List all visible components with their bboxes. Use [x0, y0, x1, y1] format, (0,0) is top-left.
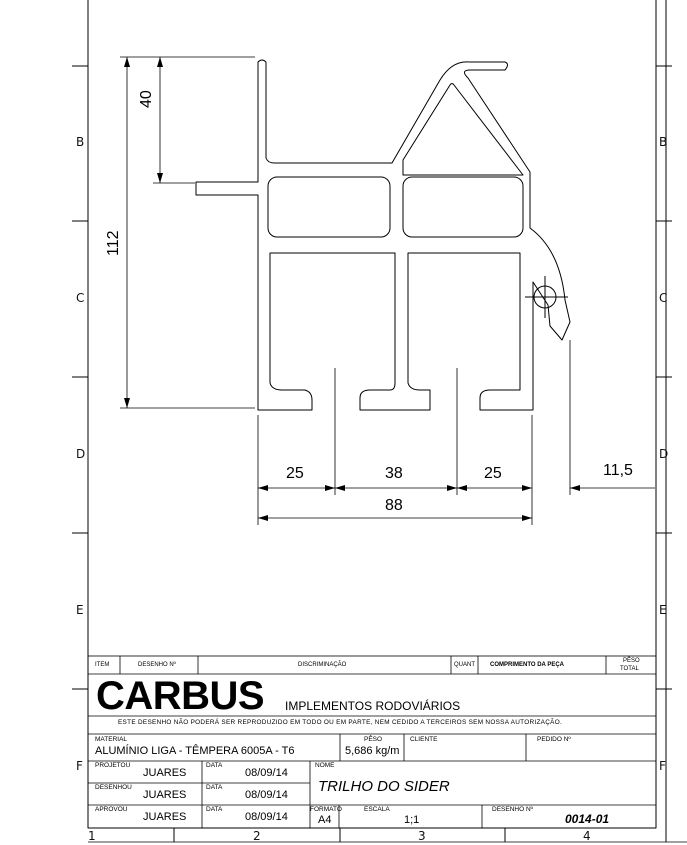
- zone-label-left: D: [76, 447, 86, 461]
- cliente-label: CLIENTE: [410, 736, 438, 743]
- zone-col-label: 1: [88, 829, 96, 843]
- drawing-number: 0014-01: [565, 812, 610, 826]
- header-comprimento: COMPRIMENTO DA PEÇA: [490, 662, 565, 668]
- reproduction-warning: ESTE DESENHO NÃO PODERÁ SER REPRODUZIDO EM TODO OU EM PARTE, NEM CEDIDO A TERCEIROS SEM NOSSA AUTORIZAÇÃO.: [118, 719, 563, 726]
- desenho-no-label: DESENHO Nº: [492, 806, 534, 813]
- header-peso-total: PÊSO: [623, 658, 640, 664]
- company-subtitle: IMPLEMENTOS RODOVIÁRIOS: [285, 699, 461, 713]
- material-label: MATERIAL: [95, 736, 128, 743]
- dimension-arrows: [124, 57, 580, 521]
- zone-label-right: E: [659, 603, 667, 617]
- dimension-38: 38: [385, 465, 403, 482]
- escala-label: ESCALA: [364, 806, 390, 813]
- formato-label: FORMATO: [310, 806, 342, 813]
- profile-outer-contour: [196, 60, 570, 410]
- company-logo: CARBUS: [96, 674, 265, 718]
- zone-label-right: C: [659, 291, 668, 305]
- zone-label-left: B: [76, 135, 85, 149]
- rail-profile: [196, 60, 570, 410]
- zone-label-left: C: [76, 291, 85, 305]
- dimension-88: 88: [385, 497, 403, 514]
- header-item: ITEM: [95, 662, 110, 668]
- dimension-11-5: 11,5: [603, 462, 633, 479]
- peso-label: PÊSO: [364, 736, 383, 743]
- escala-value: 1;1: [404, 814, 420, 826]
- data-label: DATA: [206, 806, 223, 813]
- header-quant: QUANT: [454, 662, 475, 668]
- formato-value: A4: [318, 814, 332, 826]
- aprovou-value: JUARES: [143, 811, 187, 823]
- data-value-1: 08/09/14: [245, 767, 288, 779]
- zone-label-right: D: [659, 447, 669, 461]
- header-desenho-no: DESENHO Nº: [138, 662, 176, 668]
- data-value-2: 08/09/14: [245, 789, 288, 801]
- data-value-3: 08/09/14: [245, 811, 288, 823]
- dimension-25-left: 25: [286, 465, 304, 482]
- dimension-112: 112: [105, 230, 122, 256]
- zone-col-label: 4: [583, 829, 591, 843]
- profile-cell-peak: [403, 84, 523, 176]
- data-label: DATA: [206, 762, 223, 769]
- dimension-25-right: 25: [484, 465, 502, 482]
- material-value: ALUMÍNIO LIGA - TÊMPERA 6005A - T6: [95, 745, 295, 757]
- header-peso-total-2: TOTAL: [620, 666, 639, 672]
- desenhou-label: DESENHOU: [95, 784, 132, 791]
- zone-col-label: 3: [418, 829, 426, 843]
- header-discriminacao: DISCRIMINAÇÃO: [298, 662, 347, 668]
- drawing-title: TRILHO DO SIDER: [318, 778, 450, 795]
- dimension-40: 40: [138, 90, 155, 108]
- projetou-label: PROJETOU: [95, 762, 131, 769]
- pedido-label: PEDIDO Nº: [537, 736, 571, 743]
- dimension-lines: [120, 57, 655, 525]
- peso-value: 5,686 kg/m: [345, 745, 400, 757]
- zone-col-label: 2: [253, 829, 261, 843]
- aprovou-label: APROVOU: [95, 806, 128, 813]
- desenhou-value: JUARES: [143, 789, 187, 801]
- zone-label-left: F: [76, 759, 83, 773]
- data-label: DATA: [206, 784, 223, 791]
- projetou-value: JUARES: [143, 767, 187, 779]
- profile-cell-top-right: [403, 177, 523, 237]
- zone-label-right: B: [659, 135, 668, 149]
- nome-label: NOME: [315, 762, 335, 769]
- profile-cell-top-left: [268, 177, 390, 237]
- zone-label-left: E: [76, 603, 84, 617]
- zone-label-right: F: [659, 759, 666, 773]
